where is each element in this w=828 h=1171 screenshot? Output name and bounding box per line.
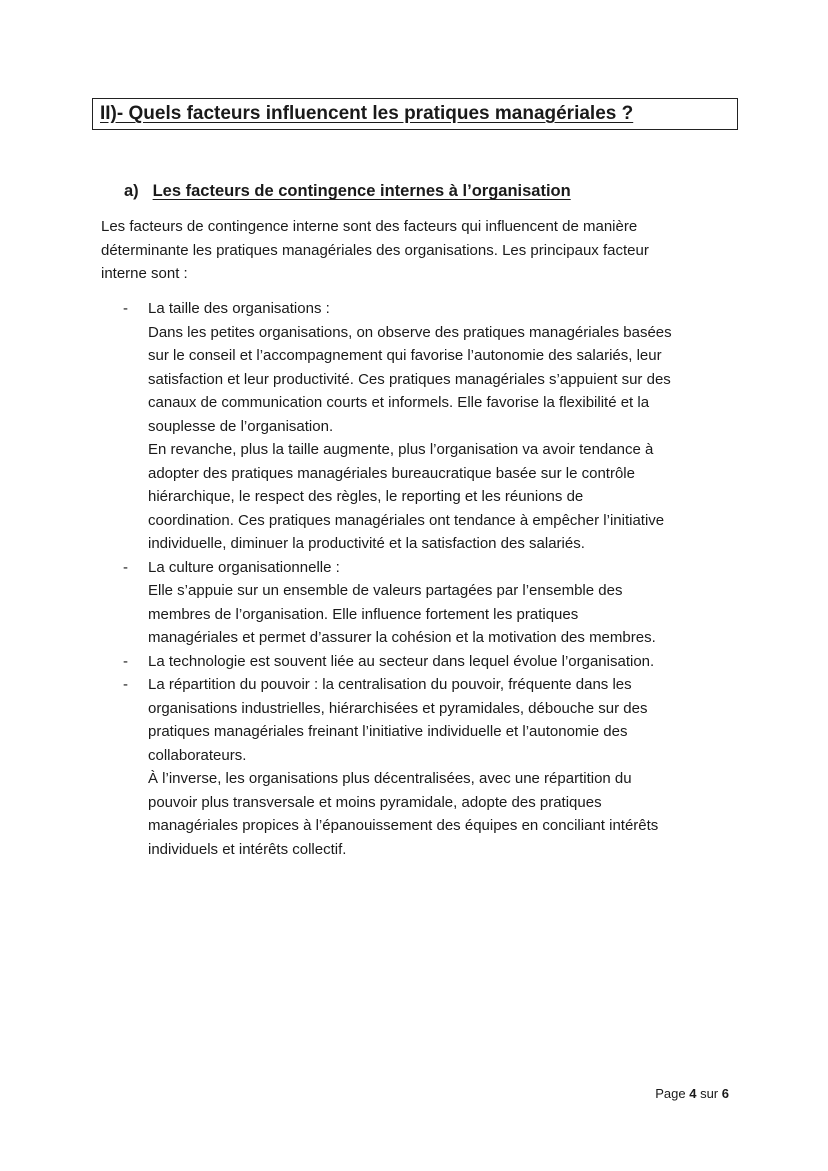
- factor-line: À l’inverse, les organisations plus décentralisées, avec une répartition du: [148, 770, 632, 787]
- factor-line: La technologie est souvent liée au secteur dans lequel évolue l’organisation.: [148, 652, 655, 670]
- factor-line: Dans les petites organisations, on observe des pratiques managériales basées: [148, 323, 672, 341]
- factor-line: pratiques managériales freinant l’initiative individuelle et l’autonomie des: [148, 723, 628, 740]
- subsection-title: Les facteurs de contingence internes à l’organisation: [152, 182, 571, 200]
- factor-item-organization-size: [123, 297, 743, 556]
- page-separator: sur: [700, 1086, 719, 1101]
- factor-line: individuels et intérêts collectif.: [148, 840, 347, 858]
- factor-line: coordination. Ces pratiques managériales ont tendance à empêcher l’initiative: [148, 511, 665, 529]
- factor-line: pouvoir plus transversale et moins pyramidale, adopte des pratiques: [148, 793, 602, 811]
- factor-item-power-distribution: [123, 673, 743, 861]
- factor-line: collaborateurs.: [148, 746, 247, 764]
- factor-line: souplesse de l’organisation.: [148, 417, 334, 435]
- factor-line: hiérarchique, le respect des règles, le reporting et les réunions de: [148, 488, 584, 505]
- subsection-heading: [124, 179, 571, 203]
- list-bullet: -: [123, 676, 128, 693]
- factor-line: managériales propices à l’épanouissement des équipes en conciliant intérêts: [148, 817, 659, 834]
- page-current: 4: [689, 1086, 697, 1101]
- factor-line: sur le conseil et l’accompagnement qui favorise l’autonomie des salariés, leur: [148, 347, 662, 364]
- intro-line: déterminante les pratiques managériales des organisations. Les principaux facteur: [101, 241, 649, 259]
- factor-line: managériales et permet d’assurer la cohésion et la motivation des membres.: [148, 629, 656, 646]
- factor-line: satisfaction et leur productivité. Ces pratiques managériales s’appuient sur des: [148, 370, 671, 388]
- list-bullet: -: [123, 300, 128, 317]
- factor-line: individuelle, diminuer la productivité et la satisfaction des salariés.: [148, 535, 585, 552]
- factor-line: La culture organisationnelle :: [148, 558, 340, 576]
- page-total: 6: [721, 1086, 729, 1101]
- factor-item-technology: [123, 650, 743, 674]
- contingency-factor-list: [123, 297, 743, 861]
- factor-line: membres de l’organisation. Elle influence fortement les pratiques: [148, 605, 579, 623]
- intro-line: interne sont :: [101, 265, 188, 282]
- factor-line: adopter des pratiques managériales bureaucratique basée sur le contrôle: [148, 464, 635, 482]
- subsection-marker: a): [124, 182, 139, 200]
- factor-line: En revanche, plus la taille augmente, plus l’organisation va avoir tendance à: [148, 441, 654, 458]
- section-heading-box: [92, 98, 738, 130]
- intro-line: Les facteurs de contingence interne sont des facteurs qui influencent de manière: [101, 218, 638, 235]
- factor-line: Elle s’appuie sur un ensemble de valeurs partagées par l’ensemble des: [148, 582, 623, 599]
- factor-line: La taille des organisations :: [148, 300, 330, 317]
- factor-line: canaux de communication courts et informels. Elle favorise la flexibilité et la: [148, 394, 650, 411]
- page-number: [655, 1085, 729, 1103]
- section-title: II)- Quels facteurs influencent les pratiques managériales ?: [100, 103, 634, 124]
- page-prefix: Page: [655, 1086, 686, 1101]
- factor-item-organizational-culture: [123, 556, 743, 650]
- factor-line: La répartition du pouvoir : la centralisation du pouvoir, fréquente dans les: [148, 676, 632, 693]
- list-bullet: -: [123, 558, 128, 576]
- list-bullet: -: [123, 652, 128, 670]
- factor-line: organisations industrielles, hiérarchisées et pyramidales, débouche sur des: [148, 699, 648, 717]
- intro-paragraph: [101, 215, 731, 286]
